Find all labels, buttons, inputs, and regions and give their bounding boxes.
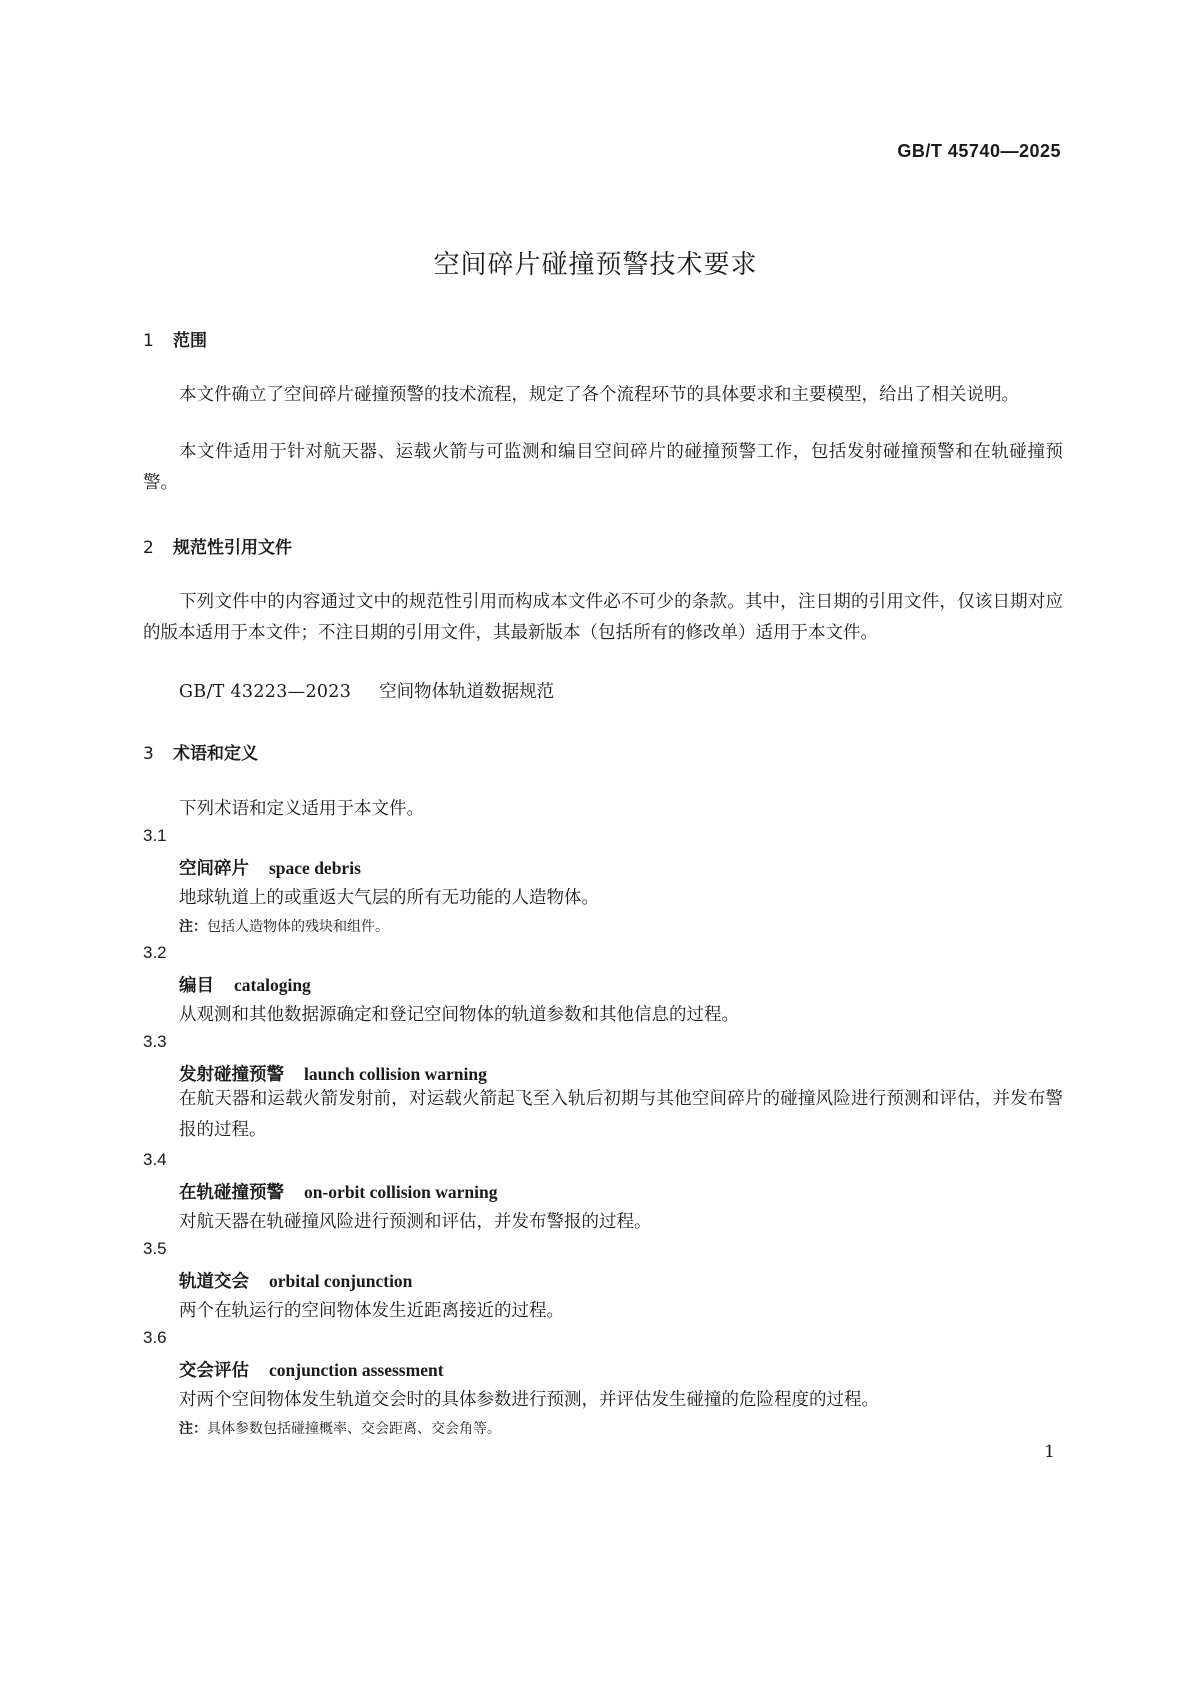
section-1-heading: [143, 326, 207, 351]
standard-number: GB/T 45740—2025: [897, 141, 1061, 161]
term-zh: 交会评估: [179, 1361, 249, 1381]
section-title: 规范性引用文件: [173, 538, 292, 558]
term-definition: 对两个空间物体发生轨道交会时的具体参数进行预测，并评估发生碰撞的危险程度的过程。: [179, 1390, 879, 1410]
section-2-heading: [143, 533, 292, 558]
term-en: space debris: [269, 858, 361, 878]
section-2-paragraph-1: 下列文件中的内容通过文中的规范性引用而构成本文件必不可少的条款。其中，注日期的引用文件，仅该日期对应的版本适用于本文件；不注日期的引用文件，其最新版本（包括所有的修改单）适用于本文件。: [143, 592, 1063, 643]
term-en: launch collision warning: [304, 1064, 487, 1084]
section-number: 1: [143, 331, 154, 351]
term-heading: [179, 972, 311, 997]
term-en: on-orbit collision warning: [304, 1182, 498, 1202]
term-en: cataloging: [234, 975, 311, 995]
term-definition: 两个在轨运行的空间物体发生近距离接近的过程。: [179, 1301, 564, 1321]
term-zh: 编目: [179, 976, 214, 996]
term-zh: 空间碎片: [179, 859, 249, 879]
term-heading: [179, 1357, 444, 1382]
section-title: 范围: [173, 331, 207, 351]
term-number: 3.6: [143, 1328, 167, 1347]
reference-code: GB/T 43223—2023: [179, 682, 352, 702]
section-3-heading: [143, 739, 258, 764]
term-definition: 对航天器在轨碰撞风险进行预测和评估，并发布警报的过程。: [179, 1212, 652, 1232]
term-definition: 地球轨道上的或重返大气层的所有无功能的人造物体。: [179, 888, 599, 908]
terms-intro: 下列术语和定义适用于本文件。: [179, 799, 424, 819]
note-text: 包括人造物体的残块和组件。: [207, 919, 389, 935]
term-en: orbital conjunction: [269, 1271, 413, 1291]
term-note: [179, 1418, 501, 1438]
term-number: 3.4: [143, 1150, 167, 1169]
note-label: 注：: [179, 1421, 207, 1437]
term-definition: 在航天器和运载火箭发射前，对运载火箭起飞至入轨后初期与其他空间碎片的碰撞风险进行预测和评估，并发布警报的过程。: [179, 1089, 1063, 1140]
note-label: 注：: [179, 919, 207, 935]
term-number: 3.3: [143, 1032, 167, 1051]
term-heading: [179, 855, 361, 880]
section-1-paragraph-2: 本文件适用于针对航天器、运载火箭与可监测和编目空间碎片的碰撞预警工作，包括发射碰撞预警和在轨碰撞预警。: [143, 442, 1063, 493]
term-number: 3.1: [143, 826, 167, 845]
normative-reference: [179, 678, 554, 703]
page-number: 1: [1044, 1442, 1055, 1462]
term-heading: [179, 1179, 498, 1204]
term-zh: 在轨碰撞预警: [179, 1183, 284, 1203]
term-en: conjunction assessment: [269, 1360, 444, 1380]
section-number: 2: [143, 538, 154, 558]
term-note: [179, 916, 389, 936]
note-text: 具体参数包括碰撞概率、交会距离、交会角等。: [207, 1421, 501, 1437]
term-heading: [179, 1061, 487, 1086]
section-title: 术语和定义: [173, 744, 258, 764]
term-definition: 从观测和其他数据源确定和登记空间物体的轨道参数和其他信息的过程。: [179, 1005, 739, 1025]
section-1-paragraph-1: 本文件确立了空间碎片碰撞预警的技术流程，规定了各个流程环节的具体要求和主要模型，给出了相关说明。: [179, 385, 1019, 405]
term-number: 3.2: [143, 943, 167, 962]
term-number: 3.5: [143, 1239, 167, 1258]
section-number: 3: [143, 744, 154, 764]
document-title: 空间碎片碰撞预警技术要求: [433, 250, 758, 280]
term-heading: [179, 1268, 412, 1293]
term-zh: 轨道交会: [179, 1272, 249, 1292]
term-zh: 发射碰撞预警: [179, 1065, 284, 1085]
reference-title: 空间物体轨道数据规范: [379, 682, 555, 702]
